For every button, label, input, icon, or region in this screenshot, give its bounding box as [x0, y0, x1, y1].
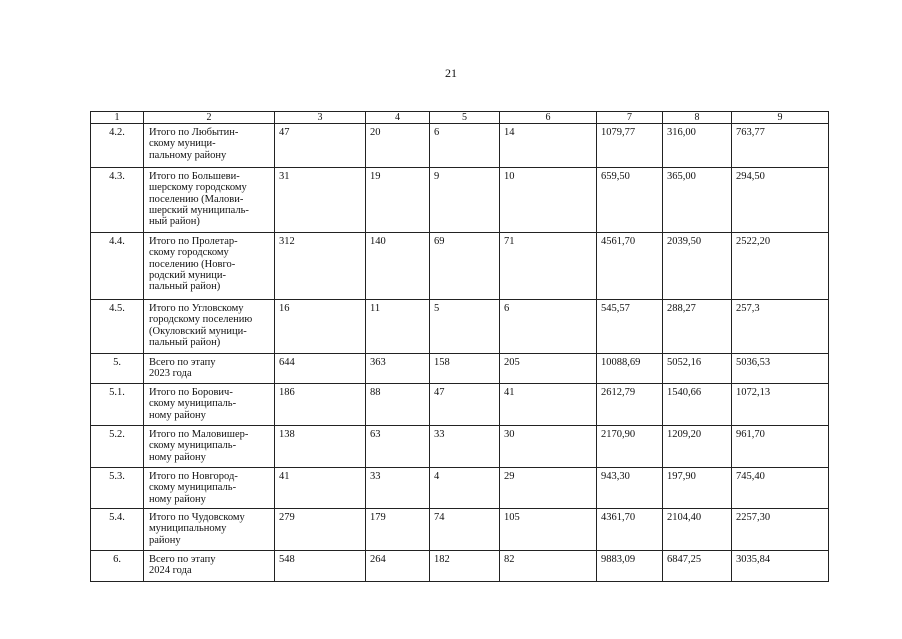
value-cell: 19	[366, 168, 430, 233]
value-cell: 33	[366, 468, 430, 509]
value-cell: 20	[366, 124, 430, 168]
value-cell: 4361,70	[597, 508, 663, 550]
value-cell: 1072,13	[732, 384, 829, 426]
row-number-cell: 4.5.	[91, 300, 144, 354]
row-label-cell: Итого по Пролетар- скому городскому поселению (Новго- родский муници- пальный район)	[144, 233, 275, 300]
value-cell: 140	[366, 233, 430, 300]
column-header: 9	[732, 112, 829, 124]
page-number: 21	[445, 66, 457, 80]
row-label-cell: Итого по Чудовскому муниципальному району	[144, 508, 275, 550]
row-number-cell: 5.4.	[91, 508, 144, 550]
value-cell: 961,70	[732, 426, 829, 468]
value-cell: 3035,84	[732, 550, 829, 581]
column-header: 7	[597, 112, 663, 124]
value-cell: 74	[430, 508, 500, 550]
row-label-cell: Всего по этапу 2023 года	[144, 354, 275, 384]
value-cell: 312	[275, 233, 366, 300]
value-cell: 763,77	[732, 124, 829, 168]
value-cell: 69	[430, 233, 500, 300]
value-cell: 745,40	[732, 468, 829, 509]
column-header: 8	[663, 112, 732, 124]
value-cell: 16	[275, 300, 366, 354]
row-number-cell: 4.4.	[91, 233, 144, 300]
value-cell: 2612,79	[597, 384, 663, 426]
value-cell: 182	[430, 550, 500, 581]
value-cell: 5052,16	[663, 354, 732, 384]
value-cell: 288,27	[663, 300, 732, 354]
table-row	[91, 300, 829, 354]
column-header: 5	[430, 112, 500, 124]
value-cell: 88	[366, 384, 430, 426]
value-cell: 9883,09	[597, 550, 663, 581]
value-cell: 659,50	[597, 168, 663, 233]
value-cell: 548	[275, 550, 366, 581]
value-cell: 71	[500, 233, 597, 300]
value-cell: 47	[430, 384, 500, 426]
row-number-cell: 5.	[91, 354, 144, 384]
value-cell: 1540,66	[663, 384, 732, 426]
value-cell: 2522,20	[732, 233, 829, 300]
value-cell: 5	[430, 300, 500, 354]
value-cell: 545,57	[597, 300, 663, 354]
value-cell: 10088,69	[597, 354, 663, 384]
value-cell: 2104,40	[663, 508, 732, 550]
value-cell: 2039,50	[663, 233, 732, 300]
value-cell: 264	[366, 550, 430, 581]
value-cell: 41	[500, 384, 597, 426]
value-cell: 363	[366, 354, 430, 384]
value-cell: 105	[500, 508, 597, 550]
table-row	[91, 384, 829, 426]
value-cell: 6	[500, 300, 597, 354]
value-cell: 5036,53	[732, 354, 829, 384]
value-cell: 644	[275, 354, 366, 384]
value-cell: 186	[275, 384, 366, 426]
value-cell: 257,3	[732, 300, 829, 354]
data-table	[90, 111, 829, 582]
value-cell: 31	[275, 168, 366, 233]
table-row	[91, 426, 829, 468]
value-cell: 47	[275, 124, 366, 168]
value-cell: 82	[500, 550, 597, 581]
value-cell: 14	[500, 124, 597, 168]
value-cell: 316,00	[663, 124, 732, 168]
value-cell: 4	[430, 468, 500, 509]
value-cell: 294,50	[732, 168, 829, 233]
value-cell: 943,30	[597, 468, 663, 509]
table-row	[91, 508, 829, 550]
value-cell: 1079,77	[597, 124, 663, 168]
value-cell: 4561,70	[597, 233, 663, 300]
table-row	[91, 468, 829, 509]
table-row	[91, 233, 829, 300]
column-header: 6	[500, 112, 597, 124]
row-number-cell: 5.1.	[91, 384, 144, 426]
value-cell: 158	[430, 354, 500, 384]
value-cell: 6	[430, 124, 500, 168]
value-cell: 197,90	[663, 468, 732, 509]
table-row	[91, 550, 829, 581]
column-header: 2	[144, 112, 275, 124]
table-row	[91, 124, 829, 168]
table-row	[91, 168, 829, 233]
row-label-cell: Итого по Угловскому городскому поселению (Окуловский муници- пальный район)	[144, 300, 275, 354]
table-header-row	[91, 112, 829, 124]
row-number-cell: 4.2.	[91, 124, 144, 168]
value-cell: 41	[275, 468, 366, 509]
value-cell: 9	[430, 168, 500, 233]
value-cell: 179	[366, 508, 430, 550]
value-cell: 6847,25	[663, 550, 732, 581]
value-cell: 365,00	[663, 168, 732, 233]
table-row	[91, 354, 829, 384]
value-cell: 279	[275, 508, 366, 550]
row-label-cell: Итого по Новгород- скому муниципаль- ному району	[144, 468, 275, 509]
table-body	[91, 124, 829, 582]
value-cell: 30	[500, 426, 597, 468]
column-header: 4	[366, 112, 430, 124]
row-label-cell: Итого по Большеви- шерскому городскому поселению (Малови- шерский муниципаль- ный район)	[144, 168, 275, 233]
value-cell: 33	[430, 426, 500, 468]
value-cell: 138	[275, 426, 366, 468]
column-header: 3	[275, 112, 366, 124]
row-label-cell: Итого по Борович- скому муниципаль- ному району	[144, 384, 275, 426]
value-cell: 11	[366, 300, 430, 354]
value-cell: 63	[366, 426, 430, 468]
value-cell: 10	[500, 168, 597, 233]
value-cell: 205	[500, 354, 597, 384]
value-cell: 2257,30	[732, 508, 829, 550]
value-cell: 2170,90	[597, 426, 663, 468]
row-number-cell: 5.2.	[91, 426, 144, 468]
value-cell: 29	[500, 468, 597, 509]
row-number-cell: 6.	[91, 550, 144, 581]
row-number-cell: 4.3.	[91, 168, 144, 233]
row-label-cell: Всего по этапу 2024 года	[144, 550, 275, 581]
row-number-cell: 5.3.	[91, 468, 144, 509]
row-label-cell: Итого по Любытин- скому муници- пальному району	[144, 124, 275, 168]
row-label-cell: Итого по Маловишер- скому муниципаль- ному району	[144, 426, 275, 468]
column-header: 1	[91, 112, 144, 124]
value-cell: 1209,20	[663, 426, 732, 468]
